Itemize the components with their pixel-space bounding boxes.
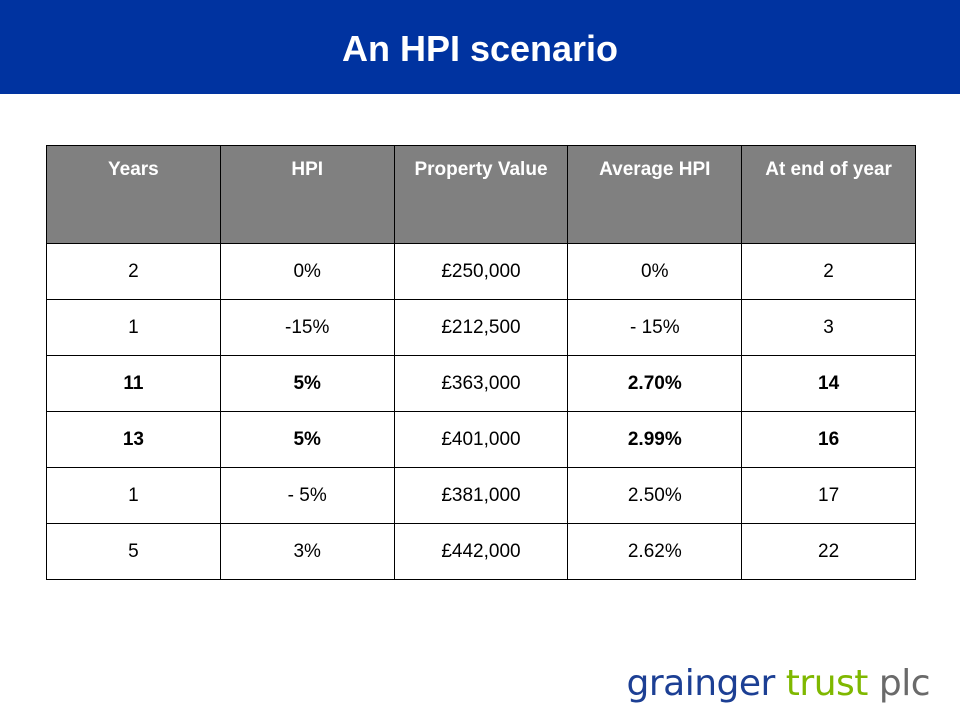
cell-property-value: £442,000 xyxy=(394,524,568,580)
cell-hpi: - 5% xyxy=(220,468,394,524)
cell-years: 13 xyxy=(47,412,221,468)
logo-word-grainger: grainger xyxy=(626,663,775,704)
cell-at-end-of-year: 22 xyxy=(742,524,916,580)
table-row xyxy=(47,356,916,412)
logo-word-trust: trust xyxy=(785,663,868,704)
cell-years: 5 xyxy=(47,524,221,580)
cell-average-hpi: 2.62% xyxy=(568,524,742,580)
table-row xyxy=(47,244,916,300)
table-row xyxy=(47,524,916,580)
cell-years: 11 xyxy=(47,356,221,412)
header-hpi: HPI xyxy=(220,146,394,244)
cell-average-hpi: 2.70% xyxy=(568,356,742,412)
cell-at-end-of-year: 16 xyxy=(742,412,916,468)
header-at-end-of-year: At end of year xyxy=(742,146,916,244)
cell-property-value: £381,000 xyxy=(394,468,568,524)
cell-at-end-of-year: 14 xyxy=(742,356,916,412)
cell-hpi: -15% xyxy=(220,300,394,356)
cell-average-hpi: 2.99% xyxy=(568,412,742,468)
cell-hpi: 5% xyxy=(220,356,394,412)
cell-property-value: £363,000 xyxy=(394,356,568,412)
logo-word-plc: plc xyxy=(878,663,930,704)
grainger-trust-plc-logo xyxy=(626,663,930,704)
page-title: An HPI scenario xyxy=(341,28,619,69)
header-property-value: Property Value xyxy=(394,146,568,244)
cell-at-end-of-year: 3 xyxy=(742,300,916,356)
cell-hpi: 5% xyxy=(220,412,394,468)
header-average-hpi: Average HPI xyxy=(568,146,742,244)
cell-years: 1 xyxy=(47,300,221,356)
cell-average-hpi: 2.50% xyxy=(568,468,742,524)
table-row xyxy=(47,468,916,524)
cell-property-value: £212,500 xyxy=(394,300,568,356)
cell-years: 2 xyxy=(47,244,221,300)
cell-hpi: 3% xyxy=(220,524,394,580)
cell-average-hpi: 0% xyxy=(568,244,742,300)
table-row xyxy=(47,412,916,468)
cell-at-end-of-year: 2 xyxy=(742,244,916,300)
cell-property-value: £250,000 xyxy=(394,244,568,300)
hpi-scenario-table xyxy=(46,145,916,580)
cell-years: 1 xyxy=(47,468,221,524)
cell-hpi: 0% xyxy=(220,244,394,300)
cell-at-end-of-year: 17 xyxy=(742,468,916,524)
header-years: Years xyxy=(47,146,221,244)
cell-average-hpi: - 15% xyxy=(568,300,742,356)
title-bar xyxy=(0,0,960,94)
table-row xyxy=(47,300,916,356)
table-header-row xyxy=(47,146,916,244)
cell-property-value: £401,000 xyxy=(394,412,568,468)
